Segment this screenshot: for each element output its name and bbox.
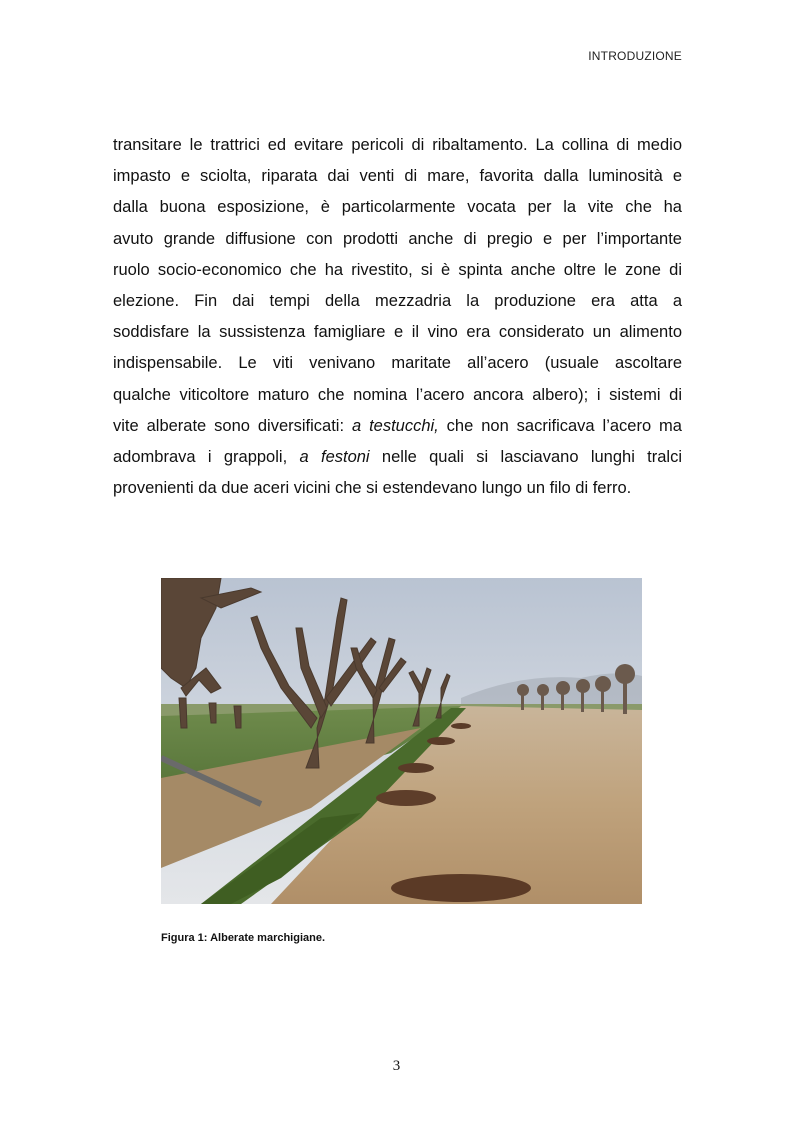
text-line: impasto e sciolta, riparata dai venti di mare, favorita dalla luminosità e (113, 167, 682, 186)
photo-illustration (161, 578, 642, 904)
text-line: indispensabile. Le viti venivano maritate all’acero (usuale ascoltare (113, 354, 682, 373)
text-run: che non sacrificava l’acero ma (438, 416, 682, 435)
text-line (113, 442, 682, 473)
text-line (113, 411, 682, 442)
vineyard-photo (161, 578, 642, 904)
italic-term: a testucchi, (351, 416, 439, 435)
text-line: elezione. Fin dai tempi della mezzadria la produzione era atta a (113, 292, 682, 311)
text-line: ruolo socio-economico che ha rivestito, si è spinta anche oltre le zone di (113, 260, 682, 279)
italic-term: a festoni (299, 448, 370, 467)
text-run: nelle quali si lasciavano lunghi tralci (369, 448, 683, 467)
text-line: avuto grande diffusione con prodotti anche di pregio e per l’importante (113, 229, 682, 248)
text-line: soddisfare la sussistenza famigliare e il vino era considerato un alimento (113, 323, 682, 342)
running-header: INTRODUZIONE (588, 49, 682, 63)
body-paragraph (113, 130, 682, 504)
figure-caption: Figura 1: Alberate marchigiane. (161, 932, 326, 944)
text-run: vite alberate sono diversificati: (113, 416, 352, 435)
page-number: 3 (392, 1058, 401, 1074)
text-line: dalla buona esposizione, è particolarmente vocata per la vite che ha (113, 198, 682, 217)
text-line: provenienti da due aceri vicini che si estendevano lungo un filo di ferro. (113, 479, 632, 498)
text-line: qualche viticoltore maturo che nomina l’acero ancora albero); i sistemi di (113, 385, 682, 404)
text-run: adombrava i grappoli, (113, 448, 300, 467)
text-line: transitare le trattrici ed evitare pericoli di ribaltamento. La collina di medio (113, 136, 682, 154)
